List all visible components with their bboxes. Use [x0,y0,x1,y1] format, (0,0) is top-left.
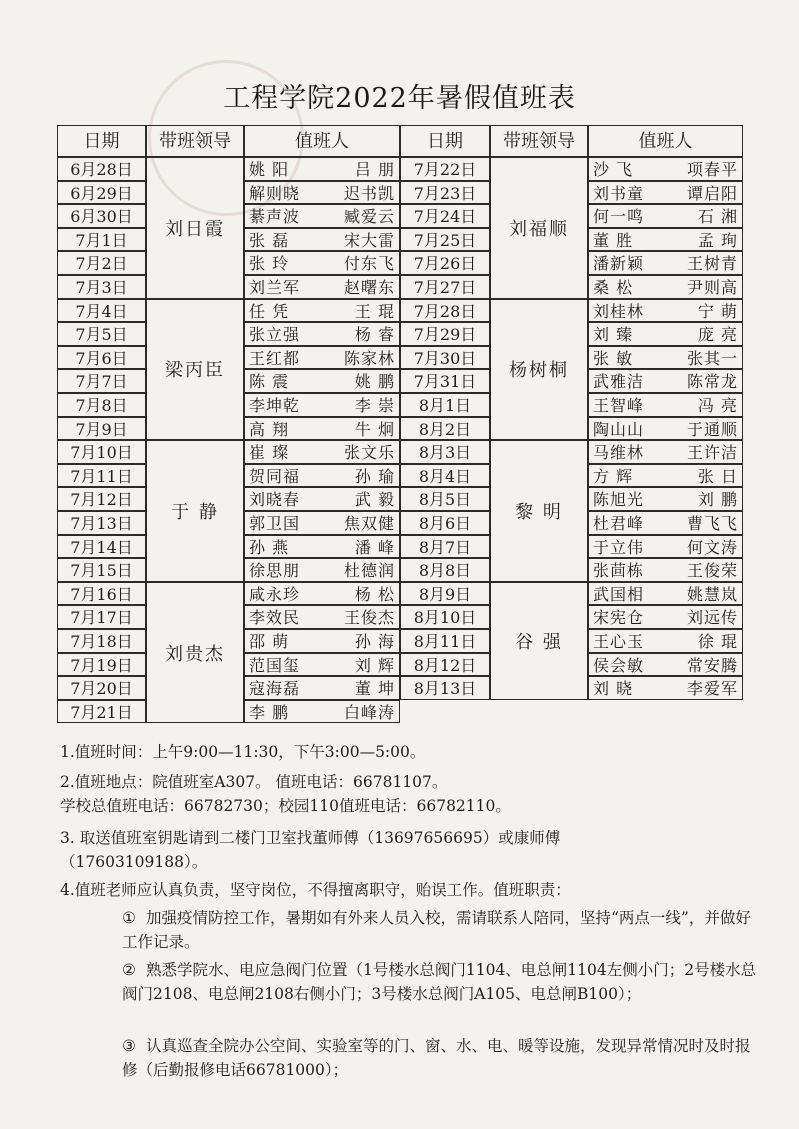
date-cell-left: 7月20日 [57,676,146,700]
duty-person-1: 张立强 [249,325,301,345]
duty-person-1: 刘晓春 [249,490,301,510]
duty-person-2: 臧爱云 [343,207,395,227]
date-cell-right: 8月13日 [400,676,490,700]
date-cell-right: 8月2日 [400,417,490,441]
header-leader-right: 带班领导 [490,125,588,157]
duty-schedule-table [57,125,743,722]
date-cell-left: 7月12日 [57,487,146,511]
note-school-phones: 学校总值班电话：66782730；校园110值班电话：66782110。 [60,797,511,815]
header-duty-right: 值班人 [588,125,743,157]
date-cell-left: 7月11日 [57,464,146,488]
duty-person-1: 徐思朋 [249,561,301,581]
date-cell-right: 7月26日 [400,251,490,275]
date-cell-left: 7月13日 [57,511,146,535]
duty-person-1: 于立伟 [593,537,645,557]
date-cell-right: 7月25日 [400,228,490,252]
date-cell-left: 7月2日 [57,251,146,275]
date-cell-right: 7月28日 [400,299,490,323]
date-cell-left: 7月4日 [57,299,146,323]
duty-cell-left [244,700,400,724]
leader-cell-left: 梁丙臣 [146,299,244,441]
duty-item-2-text: 熟悉学院水、电应急阀门位置（1号楼水总阀门1104、电总闸1104左侧小门；2号楼水总阀门2108、电总闸2108右侧小门；3号楼水总阀门A105、电总闸B100）； [122,961,757,1003]
duty-person-2: 姚 鹏 [354,372,395,392]
duty-cell-left [244,228,400,252]
duty-person-1: 綦声波 [249,207,301,227]
duty-person-1: 王心玉 [593,632,645,651]
date-cell-left: 7月9日 [57,417,146,441]
duty-person-1: 张 敏 [593,348,634,368]
duty-cell-right [588,299,743,323]
duty-person-1: 桑 松 [593,278,634,297]
duty-person-1: 孙 燕 [249,537,290,557]
duty-person-2: 王俊荣 [686,561,738,581]
duty-cell-left [244,676,400,700]
duty-cell-left [244,346,400,370]
duty-person-2: 陈常龙 [686,372,738,392]
duty-person-1: 崔 璨 [249,443,290,463]
duty-cell-right [588,440,743,464]
duty-cell-left [244,322,400,346]
header-date-left: 日期 [57,125,146,157]
date-cell-right: 7月23日 [400,181,490,205]
duty-cell-right [588,228,743,252]
duty-cell-right [588,181,743,205]
duty-person-1: 解则晓 [249,183,301,203]
duty-person-2: 孟 珣 [697,230,738,250]
duty-item-2 [122,958,762,1006]
date-cell-right: 7月24日 [400,204,490,228]
date-cell-left: 7月16日 [57,582,146,606]
note-key-pickup: 3. 取送值班室钥匙请到二楼门卫室找董师傅（13697656695）或康师傅 [60,829,561,847]
duty-person-1: 张 玲 [249,254,290,274]
duty-person-1: 范国玺 [249,655,301,675]
duty-cell-right [588,275,743,299]
duty-item-1 [122,906,762,954]
date-cell-left: 7月14日 [57,535,146,559]
duty-person-2: 庞 亮 [697,325,738,345]
date-cell-right: 8月5日 [400,487,490,511]
duty-person-2: 何文涛 [686,537,738,557]
duty-person-1: 张茴栋 [593,561,645,581]
duty-cell-right [588,393,743,417]
duty-person-2: 陈家林 [343,348,395,368]
duty-person-1: 刘桂林 [593,301,645,321]
date-cell-right: 8月11日 [400,629,490,653]
duty-person-1: 董 胜 [593,230,634,250]
duty-person-2: 张其一 [686,348,738,368]
duty-cell-right [588,535,743,559]
duty-person-1: 李 鹏 [249,702,290,722]
duty-person-1: 邵 萌 [249,632,290,651]
date-cell-right: 8月8日 [400,558,490,582]
date-cell-left: 7月8日 [57,393,146,417]
duty-person-1: 潘新颖 [593,254,645,274]
date-cell-right: 8月12日 [400,653,490,677]
duty-cell-left [244,417,400,441]
duty-person-2: 赵曙东 [343,278,395,297]
duty-item-3 [122,1034,762,1082]
duty-cell-left [244,605,400,629]
leader-cell-right: 杨树桐 [490,299,588,441]
duty-person-1: 宋宪仓 [593,608,645,628]
item-number-3: ③ [122,1037,136,1055]
duty-cell-right [588,487,743,511]
date-cell-right: 8月3日 [400,440,490,464]
duty-cell-right [588,346,743,370]
duty-cell-left [244,582,400,606]
duty-person-2: 王树青 [686,254,738,274]
duty-cell-right [588,251,743,275]
duty-person-2: 于通顺 [686,419,738,439]
note-duty-time: 1.值班时间：上午9:00—11:30，下午3:00—5:00。 [60,743,426,761]
date-cell-left: 7月21日 [57,700,146,724]
duty-cell-right [588,322,743,346]
duty-person-2: 刘 鹏 [697,490,738,510]
duty-cell-right [588,157,743,181]
duty-person-2: 潘 峰 [354,537,395,557]
duty-cell-left [244,440,400,464]
duty-person-2: 石 湘 [697,207,738,227]
date-cell-right: 7月31日 [400,369,490,393]
duty-person-1: 姚 阳 [249,160,290,179]
duty-person-1: 刘书童 [593,183,645,203]
leader-cell-right: 谷 强 [490,582,588,700]
duty-cell-left [244,558,400,582]
duty-person-2: 刘远传 [686,608,738,628]
duty-person-1: 郭卫国 [249,514,301,533]
duty-person-2: 尹则高 [686,278,738,297]
date-cell-left: 7月15日 [57,558,146,582]
duty-person-1: 刘 晓 [593,679,634,699]
duty-cell-left [244,299,400,323]
duty-person-2: 张 日 [697,466,738,486]
duty-person-1: 马维林 [593,443,645,463]
duty-person-2: 徐 琨 [697,632,738,651]
duty-cell-right [588,464,743,488]
duty-person-1: 刘 臻 [593,325,634,345]
duty-person-1: 武国相 [593,584,645,604]
date-cell-right: 7月30日 [400,346,490,370]
date-cell-right: 8月1日 [400,393,490,417]
duty-person-1: 李坤乾 [249,396,301,415]
duty-cell-left [244,369,400,393]
duty-item-1-text: 加强疫情防控工作，暑期如有外来人员入校，需请联系人陪同，坚持“两点一线”，并做好工作记录。 [122,909,751,951]
leader-cell-left: 于 静 [146,440,244,582]
page-title: 工程学院2022年暑假值班表 [223,83,576,114]
duty-person-1: 高 翔 [249,419,290,439]
duty-person-1: 方 辉 [593,466,634,486]
date-cell-left: 7月3日 [57,275,146,299]
note-duties-intro: 4.值班老师应认真负责，坚守岗位，不得擅离职守，贻误工作。值班职责： [60,881,571,899]
header-date-right: 日期 [400,125,490,157]
date-cell-right: 8月9日 [400,582,490,606]
date-cell-right: 7月22日 [400,157,490,181]
duty-person-2: 项春平 [686,160,738,179]
duty-cell-right [588,369,743,393]
duty-person-2: 曹飞飞 [686,514,738,533]
date-cell-right: 8月4日 [400,464,490,488]
date-cell-left: 7月10日 [57,440,146,464]
duty-cell-left [244,204,400,228]
duty-cell-left [244,181,400,205]
duty-person-2: 杜德润 [343,561,395,581]
duty-cell-left [244,511,400,535]
duty-cell-right [588,417,743,441]
date-cell-right: 7月27日 [400,275,490,299]
note-key-pickup-phone: （17603109188）。 [60,853,208,871]
duty-person-2: 常安腾 [686,655,738,675]
duty-cell-left [244,653,400,677]
leader-cell-right: 黎 明 [490,440,588,582]
date-cell-right: 8月10日 [400,605,490,629]
duty-person-2: 付东飞 [343,254,395,274]
duty-person-2: 谭启阳 [686,183,738,203]
duty-person-1: 沙 飞 [593,160,634,179]
duty-person-1: 何一鸣 [593,207,645,227]
duty-person-2: 刘 辉 [354,655,395,675]
duty-cell-right [588,204,743,228]
duty-cell-left [244,275,400,299]
duty-person-1: 陈旭光 [593,490,645,510]
date-cell-left: 7月19日 [57,653,146,677]
duty-person-2: 孙 瑜 [354,466,395,486]
duty-person-1: 李效民 [249,608,301,628]
duty-person-1: 陈 震 [249,372,290,392]
leader-cell-left: 刘贵杰 [146,582,244,724]
duty-person-2: 李爱军 [686,679,738,699]
duty-person-1: 贺同福 [249,466,301,486]
duty-cell-left [244,464,400,488]
duty-cell-left [244,157,400,181]
duty-person-2: 宁 萌 [697,301,738,321]
duty-person-1: 咸永珍 [249,584,301,604]
duty-person-2: 吕 朋 [354,160,395,179]
duty-person-2: 王俊杰 [343,608,395,628]
item-number-1: ① [122,909,136,927]
duty-person-2: 杨 睿 [354,325,395,345]
date-cell-left: 7月5日 [57,322,146,346]
date-cell-left: 6月29日 [57,181,146,205]
date-cell-right: 8月7日 [400,535,490,559]
date-cell-left: 7月1日 [57,228,146,252]
duty-cell-left [244,535,400,559]
date-cell-left: 6月30日 [57,204,146,228]
duty-person-1: 武雅洁 [593,372,645,392]
duty-person-1: 王红都 [249,348,301,368]
duty-person-2: 张文乐 [343,443,395,463]
duty-cell-left [244,487,400,511]
duty-cell-left [244,629,400,653]
duty-person-1: 任 凭 [249,301,290,321]
duty-person-2: 王许洁 [686,443,738,463]
duty-person-2: 杨 松 [354,584,395,604]
duty-person-1: 刘兰军 [249,278,301,297]
duty-person-2: 白峰涛 [343,702,395,722]
date-cell-left: 7月7日 [57,369,146,393]
duty-person-2: 李 崇 [354,396,395,415]
duty-person-2: 焦双健 [343,514,395,533]
note-duty-location: 2.值班地点：院值班室A307。 值班电话：66781107。 [60,773,448,791]
duty-cell-right [588,558,743,582]
duty-cell-right [588,653,743,677]
date-cell-right: 7月29日 [400,322,490,346]
duty-person-1: 侯会敏 [593,655,645,675]
duty-cell-right [588,629,743,653]
date-cell-left: 7月17日 [57,605,146,629]
duty-person-1: 陶山山 [593,419,645,439]
duty-person-2: 姚慧岚 [686,584,738,604]
duty-cell-left [244,251,400,275]
duty-cell-left [244,393,400,417]
date-cell-left: 7月6日 [57,346,146,370]
item-number-2: ② [122,961,136,979]
leader-cell-right: 刘福顺 [490,157,588,299]
date-cell-left: 6月28日 [57,157,146,181]
duty-person-2: 董 坤 [354,679,395,699]
duty-person-2: 宋大雷 [343,230,395,250]
duty-person-1: 寇海磊 [249,679,301,699]
duty-person-2: 王 琨 [354,301,395,321]
duty-person-2: 孙 海 [354,632,395,651]
date-cell-right: 8月6日 [400,511,490,535]
duty-cell-right [588,511,743,535]
duty-person-1: 王智峰 [593,396,645,415]
header-leader-left: 带班领导 [146,125,244,157]
duty-person-1: 杜君峰 [593,514,645,533]
duty-person-2: 迟书凯 [343,183,395,203]
duty-item-3-text: 认真巡查全院办公空间、实验室等的门、窗、水、电、暖等设施，发现异常情况时及时报修（后勤报修电话66781000）； [122,1037,751,1079]
duty-cell-right [588,582,743,606]
duty-person-1: 张 磊 [249,230,290,250]
leader-cell-left: 刘日霞 [146,157,244,299]
duty-person-2: 牛 炯 [354,419,395,439]
duty-cell-right [588,605,743,629]
duty-cell-right [588,676,743,700]
header-duty-left: 值班人 [244,125,400,157]
date-cell-left: 7月18日 [57,629,146,653]
duty-person-2: 武 毅 [354,490,395,510]
duty-person-2: 冯 亮 [697,396,738,415]
